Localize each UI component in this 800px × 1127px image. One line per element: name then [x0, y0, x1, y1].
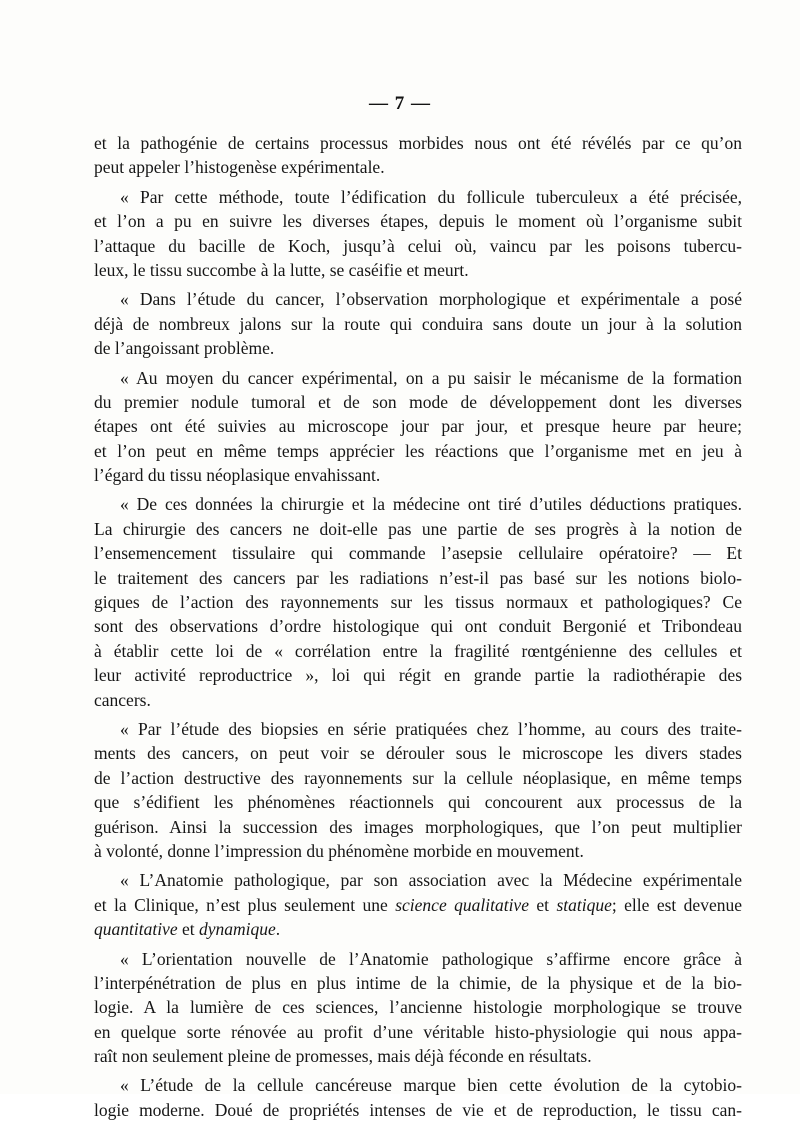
text-line: peut appeler l’histogenèse expérimentale. [94, 157, 385, 178]
paragraph-8 [94, 947, 742, 1069]
italic-term: dynamique [199, 919, 276, 940]
text-line: raît non seulement pleine de promesses, mais déjà féconde en résultats. [94, 1046, 592, 1067]
paragraph-2 [94, 185, 742, 283]
text-line: « Au moyen du cancer expérimental, on a pu saisir le mécanisme de la formation [120, 367, 742, 388]
text-line: cancers. [94, 689, 151, 710]
text-line: de l’action destructive des rayonnements sur la cellule néoplasique, en même temps [94, 767, 742, 788]
text-line: en quelque sorte rénovée au profit d’une véritable histo-physiologie qui nous appa- [94, 1021, 742, 1042]
text-line: et la pathogénie de certains processus morbides nous ont été révélés par ce qu’on [94, 133, 742, 153]
text-line: l’interpénétration de plus en plus intime de la chimie, de la physique et de la bio- [94, 972, 742, 993]
text-line: ments des cancers, on peut voir se dérouler sous le microscope les divers stades [94, 743, 742, 764]
text-line: du premier nodule tumoral et de son mode de développement dont les diverses [94, 391, 742, 412]
text-line: logie. A la lumière de ces sciences, l’ancienne histologie morphologique se trouve [94, 997, 742, 1018]
text-line: leur activité reproductrice », loi qui régit en grande partie la radiothérapie des [94, 665, 742, 686]
paragraph-9 [94, 1073, 742, 1122]
text-line: étapes ont été suivies au microscope jour par jour, et presque heure par heure; [94, 416, 742, 437]
text-line: à établir cette loi de « corrélation entre la fragilité rœntgénienne des cellules et [94, 640, 742, 661]
paragraph-7 [94, 868, 742, 941]
text-line: leux, le tissu succombe à la lutte, se caséifie et meurt. [94, 259, 469, 280]
paragraph-3 [94, 287, 742, 360]
text-line: logie moderne. Doué de propriétés intenses de vie et de reproduction, le tissu can- [94, 1099, 742, 1120]
paragraph-4 [94, 366, 742, 488]
text-line: « L’étude de la cellule cancéreuse marque bien cette évolution de la cytobio- [120, 1075, 742, 1096]
text-line-with-italics: et la Clinique, n’est plus seulement une science qualitative et statique; elle est devenue [94, 894, 742, 915]
text-line: « De ces données la chirurgie et la médecine ont tiré d’utiles déductions pratiques. [120, 494, 742, 515]
paragraph-5 [94, 492, 742, 712]
text-line: que s’édifient les phénomènes réactionnels qui concourent aux processus de la [94, 792, 742, 813]
italic-term: science qualitative [395, 894, 529, 915]
body-text [94, 131, 742, 1127]
text-line: « Par cette méthode, toute l’édification du follicule tuberculeux a été précisée, [120, 186, 742, 207]
text-line: l’égard du tissu néoplasique envahissant. [94, 465, 381, 486]
text-line: de l’angoissant problème. [94, 338, 275, 359]
text-line: La chirurgie des cancers ne doit-elle pas une partie de ses progrès à la notion de [94, 518, 742, 539]
text-line: « L’Anatomie pathologique, par son association avec la Médecine expérimentale [120, 870, 742, 891]
italic-term: quantitative [94, 919, 178, 940]
text-line: et l’on peut en même temps apprécier les réactions que l’organisme met en jeu à [94, 440, 742, 461]
text-line-with-italics: quantitative et dynamique. [94, 919, 281, 940]
text-line: guérison. Ainsi la succession des images morphologiques, que l’on peut multiplier [94, 816, 742, 837]
text-line: « L’orientation nouvelle de l’Anatomie pathologique s’affirme encore grâce à [120, 948, 742, 969]
text-line: l’attaque du bacille de Koch, jusqu’à celui où, vaincu par les poisons tubercu- [94, 235, 742, 256]
text-line: à volonté, donne l’impression du phénomène morbide en mouvement. [94, 840, 584, 861]
paragraph-6 [94, 717, 742, 863]
page-number: — 7 — [369, 93, 431, 114]
text-line: « Dans l’étude du cancer, l’observation morphologique et expérimentale a posé [120, 289, 742, 310]
paragraph-1 [94, 131, 742, 180]
text-line: sont des observations d’ordre histologique qui ont conduit Bergonié et Tribondeau [94, 616, 742, 637]
text-line: déjà de nombreux jalons sur la route qui conduira sans doute un jour à la solution [94, 313, 742, 334]
text-line: le traitement des cancers par les radiations n’est-il pas basé sur les notions biolo- [94, 567, 742, 588]
text-line: l’ensemencement tissulaire qui commande l’asepsie cellulaire opératoire? — Et [94, 543, 742, 564]
text-line: giques de l’action des rayonnements sur les tissus normaux et pathologiques? Ce [94, 592, 742, 613]
italic-term: statique [556, 894, 612, 915]
text-line: et l’on a pu en suivre les diverses étapes, depuis le moment où l’organisme subit [94, 211, 742, 232]
text-line: « Par l’étude des biopsies en série pratiquées chez l’homme, au cours des traite- [120, 718, 742, 739]
